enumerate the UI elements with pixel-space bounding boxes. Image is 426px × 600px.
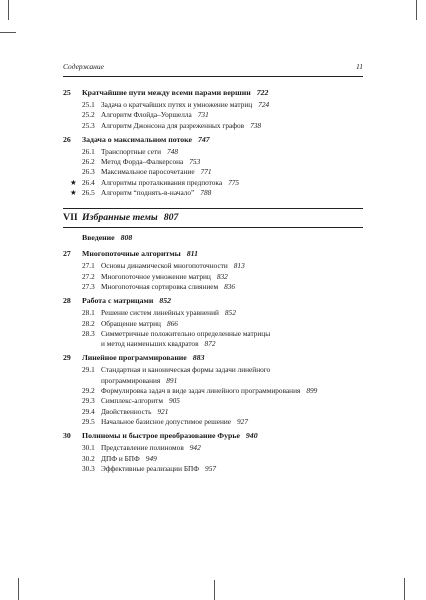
chapter-page: 808: [120, 233, 133, 243]
section-page: 738: [250, 120, 262, 130]
section-number: 26.4: [82, 177, 95, 187]
section-title: Решение систем линейных уравнений 852: [101, 308, 236, 318]
toc-part: [63, 209, 363, 227]
toc-section: [63, 100, 363, 110]
section-title: Алгоритм “поднять-в-начало” 788: [101, 188, 212, 198]
chapter-number: 28: [63, 296, 71, 306]
section-page: 836: [224, 281, 236, 291]
crop-mark-bottom-left: [18, 578, 19, 600]
section-title: Формулировка задач в виде задач линейного программирования 899: [101, 386, 318, 396]
section-page: 949: [145, 453, 157, 463]
toc-section: [63, 396, 363, 406]
toc-section: [63, 319, 363, 329]
section-number: 25.2: [82, 110, 95, 120]
chapter-page: 883: [192, 353, 205, 363]
section-title: Многопоточное умножение матриц 832: [101, 271, 228, 281]
chapter-title: Полиномы и быстрое преобразование Фурье 940: [82, 431, 258, 441]
chapter-title: Линейное программирование 883: [82, 353, 205, 363]
toc-section: [63, 464, 363, 474]
section-number: 29.1: [82, 365, 95, 375]
section-title: Обращение матриц 866: [101, 318, 178, 328]
chapter-number: 29: [63, 353, 71, 363]
section-number: 29.5: [82, 416, 95, 426]
section-number: 29.2: [82, 386, 95, 396]
toc-chapter: [63, 249, 363, 261]
toc-section: [63, 147, 363, 157]
section-number: 26.2: [82, 157, 95, 167]
section-page: 942: [189, 443, 201, 453]
section-title: ДПФ и БПФ 949: [101, 453, 157, 463]
section-title: Представление полиномов 942: [101, 443, 201, 453]
running-head-title: Содержание: [63, 62, 104, 71]
chapter-number: 27: [63, 249, 71, 259]
section-title: Симметричные положительно определенные матрицы: [101, 328, 271, 338]
section-number: 30.3: [82, 463, 95, 473]
section-page: 872: [204, 339, 216, 349]
section-number: 27.1: [82, 261, 95, 271]
section-page: 866: [166, 318, 178, 328]
star-icon: ★: [70, 188, 77, 198]
section-number: 28.1: [82, 308, 95, 318]
section-title: Многопоточная сортировка слиянием 836: [101, 281, 236, 291]
chapter-page: 852: [159, 296, 172, 306]
section-page: 927: [237, 416, 248, 426]
part-title: Избранные темы 807: [82, 212, 179, 224]
section-title: Задача о кратчайших путях и умножение матриц 724: [101, 100, 270, 109]
chapter-page: 722: [256, 88, 269, 97]
section-number: 27.2: [82, 271, 95, 281]
chapter-title: Работа с матрицами 852: [82, 296, 172, 306]
toc-section: [63, 365, 363, 375]
section-page: 724: [258, 100, 270, 109]
toc-section: [63, 167, 363, 177]
toc-chapter: [63, 88, 363, 100]
chapter-number: 26: [63, 134, 71, 144]
section-number: 29.3: [82, 396, 95, 406]
section-title: Двойственность 921: [101, 406, 169, 416]
toc-section: [63, 308, 363, 318]
toc-section: [63, 178, 363, 188]
chapter-title: Кратчайшие пути между всеми парами вершин 722: [82, 88, 269, 97]
toc-section: [63, 407, 363, 417]
toc-chapter: [63, 135, 363, 147]
part-rule-bottom: [63, 227, 363, 228]
chapter-page: 940: [245, 431, 258, 441]
toc-section: [63, 386, 363, 396]
chapter-page: 811: [186, 249, 199, 259]
section-title: Симплекс-алгоритм 905: [101, 396, 180, 406]
crop-mark-top-left: [8, 0, 9, 20]
section-page: 891: [166, 375, 178, 385]
chapter-number: 30: [63, 431, 71, 441]
toc-section-continuation: [63, 376, 363, 386]
toc-section: [63, 110, 363, 120]
section-number: 25.1: [82, 100, 95, 109]
toc-section: [63, 157, 363, 167]
section-page: 899: [306, 386, 318, 396]
page-number: 11: [356, 62, 363, 71]
toc-section: [63, 188, 363, 198]
part-number: VII: [63, 212, 78, 224]
part-page: 807: [163, 212, 179, 224]
section-number: 28.2: [82, 318, 95, 328]
toc-section: [63, 282, 363, 292]
section-page: 832: [216, 271, 228, 281]
section-number: 30.1: [82, 443, 95, 453]
table-of-contents: [63, 88, 363, 474]
section-title: Транспортные сети 748: [101, 146, 178, 156]
toc-chapter: [63, 353, 363, 365]
section-title: Алгоритм Джонсона для разреженных графов 738: [101, 120, 262, 130]
header-rule: [63, 76, 363, 77]
section-number: 28.3: [82, 328, 95, 338]
section-number: 30.2: [82, 453, 95, 463]
section-title: Начальное базисное допустимое решение 927: [101, 416, 248, 426]
running-head: [63, 62, 363, 74]
section-title: Стандартная и каноническая формы задачи линейного: [101, 365, 271, 375]
crop-mark-top-right: [416, 0, 417, 20]
section-page: 813: [233, 261, 245, 271]
section-title: Метод Форда–Фалкерсона 753: [101, 157, 201, 167]
section-number: 25.3: [82, 120, 95, 130]
toc-section: [63, 261, 363, 271]
section-title: Максимальное паросочетание 771: [101, 167, 212, 177]
section-page: 852: [224, 308, 236, 318]
section-number: 26.3: [82, 167, 95, 177]
toc-section-continuation: [63, 339, 363, 349]
section-page: 753: [189, 157, 201, 167]
toc-section: [63, 329, 363, 339]
toc-section: [63, 454, 363, 464]
chapter-number: 25: [63, 88, 71, 97]
section-page: 957: [205, 463, 216, 473]
toc-chapter: [63, 431, 363, 443]
section-title: Основы динамической многопоточности 813: [101, 261, 245, 271]
section-number: 26.5: [82, 188, 95, 198]
section-number: 29.4: [82, 406, 95, 416]
toc-section: [63, 272, 363, 282]
section-title: Эффективные реализации БПФ 957: [101, 463, 216, 473]
section-number: 26.1: [82, 146, 95, 156]
section-page: 905: [168, 396, 180, 406]
section-title: Алгоритмы проталкивания предпотока 775: [101, 177, 240, 187]
chapter-title: Многопоточные алгоритмы 811: [82, 249, 199, 259]
chapter-title: Задача о максимальном потоке 747: [82, 134, 210, 144]
toc-section: [63, 121, 363, 131]
section-page: 748: [167, 146, 178, 156]
section-page: 775: [228, 177, 240, 187]
crop-mark-bottom-mid: [214, 580, 215, 600]
section-page: 921: [157, 406, 169, 416]
toc-chapter: [63, 233, 363, 245]
section-title: Алгоритм Флойда–Уоршелла 731: [101, 110, 209, 120]
toc-section: [63, 443, 363, 453]
toc-section: [63, 417, 363, 427]
section-title: и метод наименьших квадратов 872: [101, 339, 216, 349]
toc-chapter: [63, 296, 363, 308]
crop-mark-mid-left: [0, 32, 16, 33]
section-page: 771: [200, 167, 212, 177]
star-icon: ★: [70, 177, 77, 187]
chapter-page: 747: [197, 134, 210, 144]
chapter-title: Введение 808: [82, 233, 133, 243]
crop-mark-bottom-right: [404, 578, 405, 600]
section-page: 788: [200, 188, 212, 198]
section-number: 27.3: [82, 281, 95, 291]
section-title: программирования 891: [101, 375, 178, 385]
section-page: 731: [197, 110, 209, 120]
